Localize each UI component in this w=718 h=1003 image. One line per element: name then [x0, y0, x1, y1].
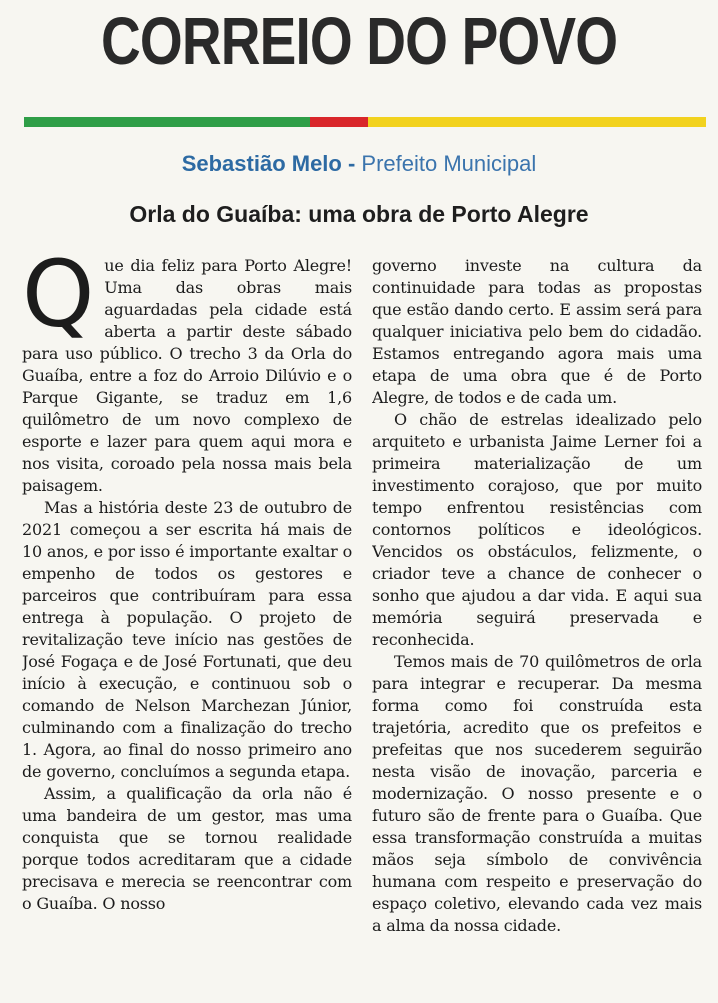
- paragraph: Que dia feliz para Porto Alegre! Uma das obras mais aguardadas pela cidade está aberta a partir deste sábado para uso público. O trecho 3 da Orla do Guaíba, entre a foz do Arroio Dilúvio e o Parque Gigante, se traduz em 1,6 quilômetro de um novo complexo de esporte e lazer para quem aqui mora e nos visita, coroado pela nossa mais bela paisagem.: [22, 255, 352, 495]
- article-headline: Orla do Guaíba: uma obra de Porto Alegre: [129, 201, 589, 227]
- paragraph: governo investe na cultura da continuidade para todas as propostas que estão dando certo. E assim será para qualquer iniciativa pelo bem do cidadão. Estamos entregando agora mais uma etapa de uma obra que é de Porto Alegre, de todos e de cada um.: [372, 256, 702, 407]
- author-name: Sebastião Melo: [181, 151, 342, 176]
- paragraph: O chão de estrelas idealizado pelo arquiteto e urbanista Jaime Lerner foi a primeira materialização de um investimento corajoso, que por muito tempo enfrentou resistências com contornos políticos e ideológicos. Vencidos os obstáculos, felizmente, o criador teve a chance de conhecer o sonho que ajudou a dar vida. E aqui sua memória seguirá preservada e reconhecida.: [372, 410, 702, 649]
- stripe-yellow: [368, 117, 706, 127]
- byline-separator: -: [341, 151, 362, 176]
- stripe-green: [24, 117, 310, 127]
- paragraph: Temos mais de 70 quilômetros de orla para integrar e recuperar. Da mesma forma como foi construída esta trajetória, acredito que os prefeitos e prefeitas que nos sucederem seguirão nesta visão de inovação, parceria e modernização. O nosso presente e o futuro são de frente para o Guaíba. Que essa transformação construída a muitas mãos seja símbolo de convivência humana com respeito e preservação do espaço coletivo, elevando cada vez mais a alma da nossa cidade.: [372, 652, 702, 935]
- stripe-red: [310, 117, 368, 127]
- drop-cap: Q: [22, 255, 95, 348]
- paragraph: Mas a história deste 23 de outubro de 2021 começou a ser escrita há mais de 10 anos, e por isso é importante exaltar o empenho de todos os gestores e parceiros que contribuíram para essa entrega à população. O projeto de revitalização teve início nas gestões de José Fogaça e de José Fortunati, que deu início à execução, e continuou sob o comando de Nelson Marchezan Júnior, culminando com a finalização do trecho 1. Agora, ao final do nosso primeiro ano de governo, concluímos a segunda etapa.: [22, 498, 352, 781]
- author-role: Prefeito Municipal: [361, 151, 537, 176]
- byline: [0, 150, 718, 178]
- color-stripe: [24, 117, 706, 127]
- masthead: [0, 0, 718, 80]
- article-body: [22, 255, 702, 1000]
- column-right: [372, 255, 702, 1000]
- newspaper-title: CORREIO DO POVO: [100, 3, 618, 79]
- column-left: [22, 255, 352, 1000]
- paragraph: Assim, a qualificação da orla não é uma bandeira de um gestor, mas uma conquista que se tornou realidade porque todos acreditaram que a cidade precisava e merecia se reencontrar com o Guaíba. O nosso: [22, 784, 352, 913]
